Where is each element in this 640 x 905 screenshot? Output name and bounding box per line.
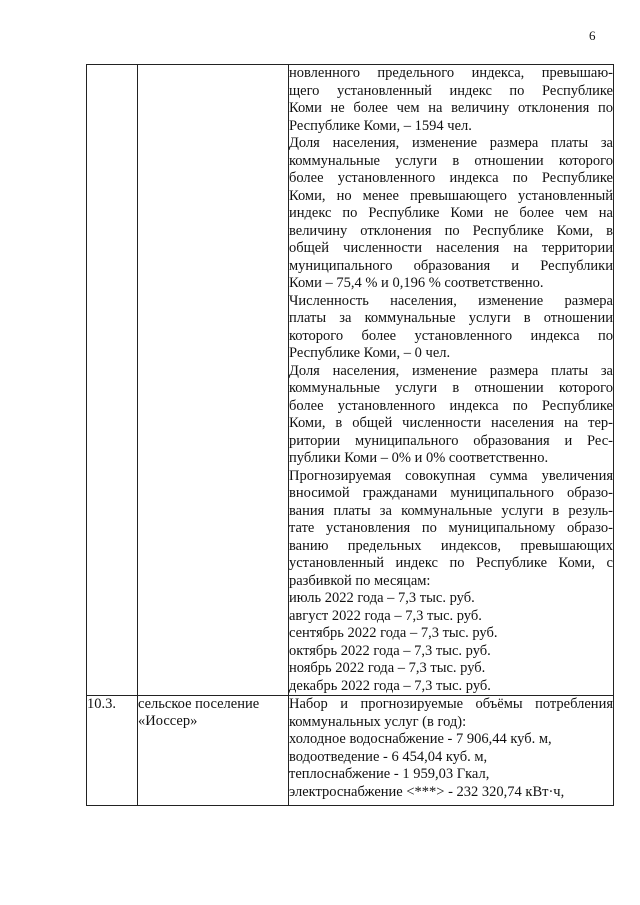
content-line: коммунальных услуг (в год):: [289, 713, 467, 730]
settlement-name-line: «Иоссер»: [138, 713, 198, 729]
content-line: теплоснабжение - 1 959,03 Гкал,: [289, 766, 490, 782]
content-line: Коми, но менее превышающего установленный: [289, 187, 613, 204]
content-line: щего установленный индекс по Республике: [289, 82, 613, 99]
content-line: Коми не более чем на величину отклонения по: [289, 100, 613, 116]
content-line: общей численности населения на территории: [289, 240, 613, 256]
content-line: электроснабжение <***> - 232 320,74 кВт·ч,: [289, 783, 565, 800]
row-number: 10.3.: [87, 696, 116, 712]
content-line: октябрь 2022 года – 7,3 тыс. руб.: [289, 642, 491, 659]
content-line: установленный индекс по Республике Коми, с: [289, 555, 613, 571]
content-line: разбивкой по месяцам:: [289, 572, 431, 589]
content-line: Республике Коми, – 1594 чел.: [289, 117, 472, 134]
content-line: Республике Коми, – 0 чел.: [289, 345, 451, 361]
content-cell: [289, 65, 614, 696]
row-number-cell: [87, 696, 138, 806]
content-line: которого более установленного индекса по: [289, 327, 613, 344]
table-row: [87, 696, 614, 806]
settlement-name-line: сельское поселение: [138, 696, 260, 712]
content-line: Коми – 75,4 % и 0,196 % соответственно.: [289, 275, 544, 291]
content-line: ритории муниципального образования и Рес-: [289, 432, 613, 449]
settlement-cell: [138, 65, 289, 696]
content-line: коммунальные услуги в отношении которого: [289, 152, 613, 169]
content-line: июль 2022 года – 7,3 тыс. руб.: [289, 590, 475, 606]
content-line: Набор и прогнозируемые объёмы потребления: [289, 696, 613, 712]
content-line: ноябрь 2022 года – 7,3 тыс. руб.: [289, 660, 486, 676]
content-line: август 2022 года – 7,3 тыс. руб.: [289, 607, 482, 624]
row-number-cell: [87, 65, 138, 696]
content-line: водоотведение - 6 454,04 куб. м,: [289, 748, 488, 765]
content-cell: [289, 696, 614, 806]
content-line: коммунальные услуги в отношении которого: [289, 380, 613, 396]
content-line: Коми, в общей численности населения на тер-: [289, 415, 613, 431]
table-row: [87, 65, 614, 696]
content-line: тате установления по муниципальному образо-: [289, 520, 613, 536]
page-number: 6: [589, 28, 596, 43]
content-line: индекс по Республике Коми не более чем на: [289, 205, 613, 221]
content-line: величину отклонения по Республике Коми, в: [289, 222, 613, 239]
content-line: ванию предельных индексов, превышающих: [289, 537, 613, 554]
content-line: муниципального образования и Республики: [289, 257, 613, 274]
content-line: вносимой гражданами муниципального образо-: [289, 485, 613, 501]
document-table: [86, 64, 614, 806]
content-line: Прогнозируемая совокупная сумма увеличения: [289, 467, 613, 484]
content-line: Доля населения, изменение размера платы за: [289, 135, 613, 151]
content-line: сентябрь 2022 года – 7,3 тыс. руб.: [289, 625, 498, 641]
content-line: Численность населения, изменение размера: [289, 292, 613, 309]
content-line: новленного предельного индекса, превышаю-: [289, 65, 613, 81]
content-line: холодное водоснабжение - 7 906,44 куб. м,: [289, 731, 552, 747]
content-line: более установленного индекса по Республике: [289, 397, 613, 414]
settlement-cell: [138, 696, 289, 806]
content-line: Доля населения, изменение размера платы за: [289, 362, 613, 379]
content-line: платы за коммунальные услуги в отношении: [289, 310, 613, 326]
content-line: публики Коми – 0% и 0% соответственно.: [289, 450, 549, 466]
content-line: вания платы за коммунальные услуги в резуль-: [289, 502, 613, 519]
content-line: более установленного индекса по Республике: [289, 170, 613, 186]
content-line: декабрь 2022 года – 7,3 тыс. руб.: [289, 677, 491, 694]
